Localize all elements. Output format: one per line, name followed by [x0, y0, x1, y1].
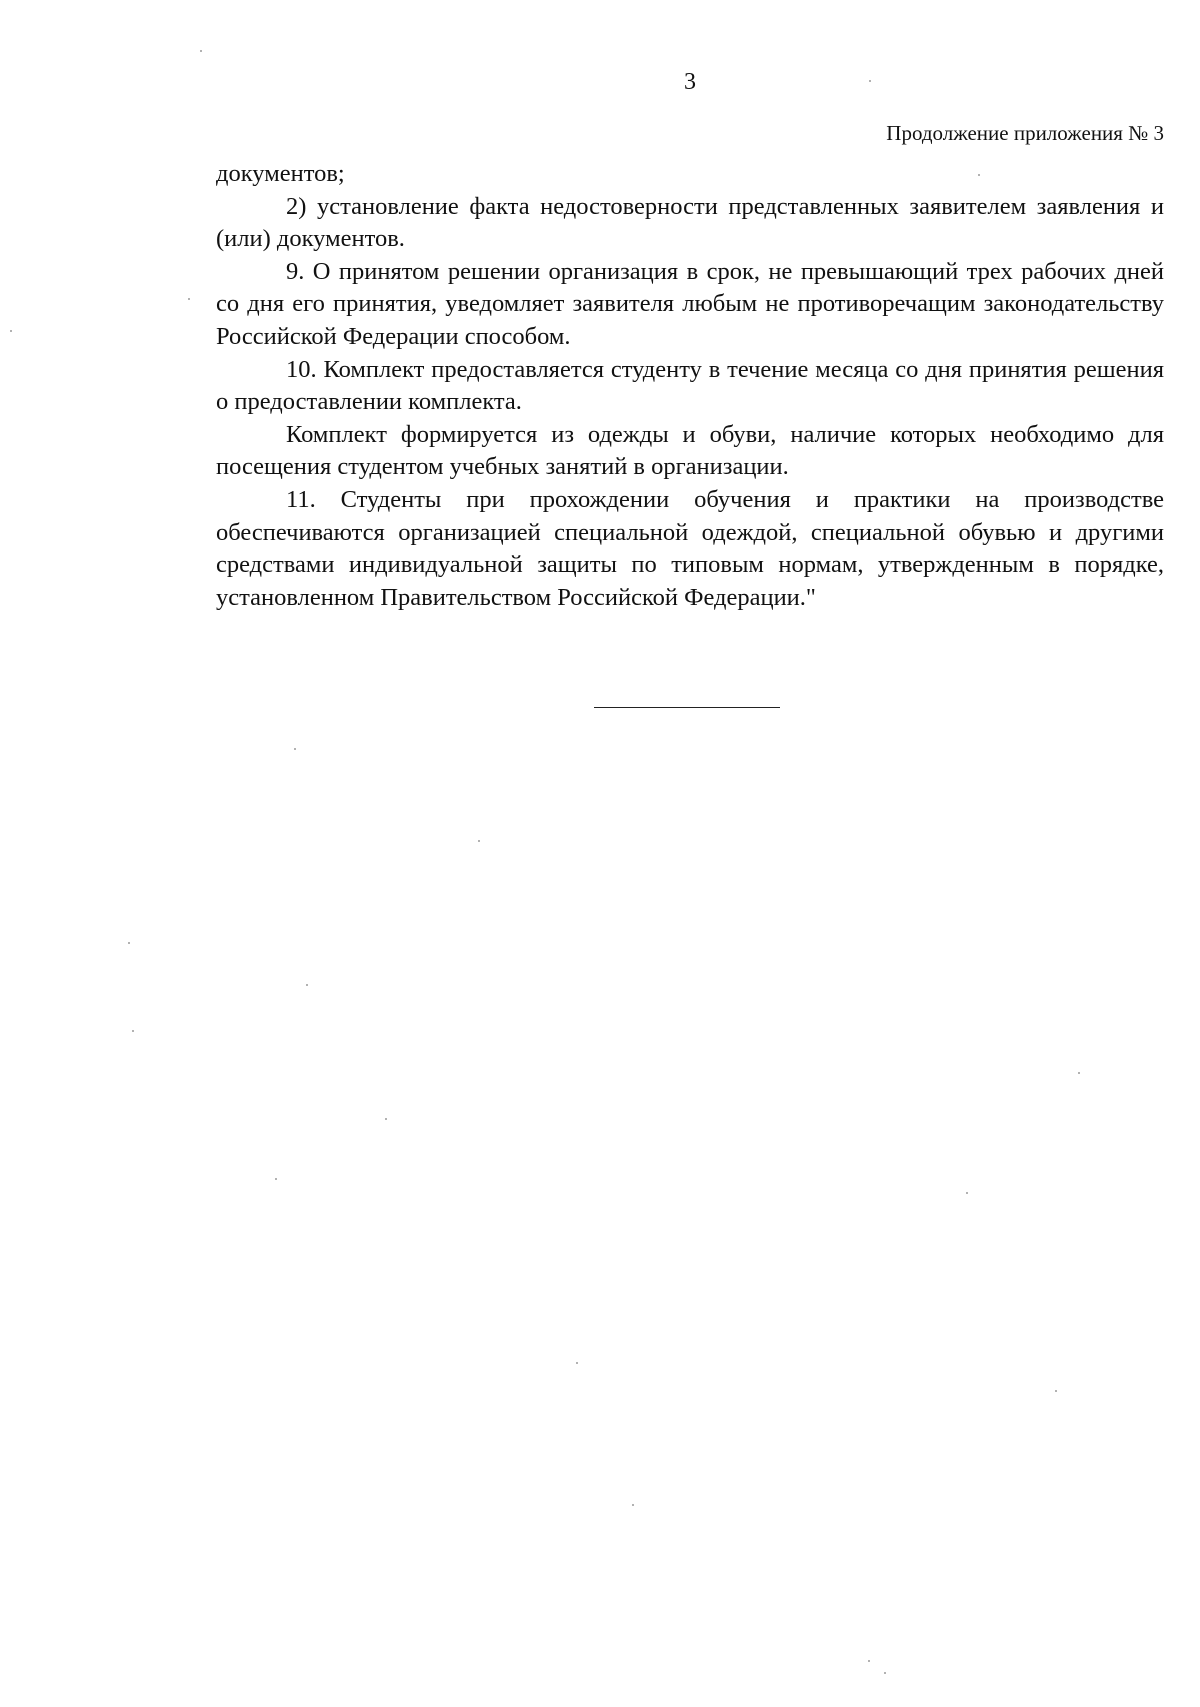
paragraph-item-11: 11. Студенты при прохождении обучения и практики на производстве обеспечиваются организацией специальной одеждой, специальной обувью и другими средствами индивидуальной защиты по типовым нормам, утвержденным в порядке, установленном Правительством Российской Федерации." [216, 485, 1164, 611]
scan-speck [10, 330, 12, 332]
page-number: 3 [684, 69, 696, 95]
scan-speck [128, 942, 130, 944]
scan-speck [978, 174, 980, 176]
scan-speck [868, 1660, 870, 1662]
scan-speck [275, 1178, 277, 1180]
scan-speck [1078, 1072, 1080, 1074]
annex-continuation-note: Продолжение приложения № 3 [886, 121, 1164, 145]
end-of-text-rule [594, 707, 780, 708]
scan-speck [188, 298, 190, 300]
scan-speck [478, 840, 480, 842]
scan-speck [385, 1118, 387, 1120]
scan-speck [576, 1362, 578, 1364]
body-text [216, 158, 1164, 614]
scan-speck [306, 984, 308, 986]
scan-speck [966, 1192, 968, 1194]
scan-speck [869, 80, 871, 82]
scan-speck [132, 1030, 134, 1032]
scan-speck [632, 1504, 634, 1506]
scan-speck [1055, 1390, 1057, 1392]
paragraph-item-10: 10. Комплект предоставляется студенту в течение месяца со дня принятия решения о предоставлении комплекта. [216, 355, 1164, 416]
scan-speck [884, 1672, 886, 1674]
scan-speck [294, 748, 296, 750]
paragraph-item-9: 9. О принятом решении организация в срок, не превышающий трех рабочих дней со дня его принятия, уведомляет заявителя любым не противоречащим законодательству Российской Федерации способом. [216, 257, 1164, 350]
paragraph-documents-end: документов; [216, 160, 345, 187]
paragraph-item-2: 2) установление факта недостоверности представленных заявителем заявления и (или) документов. [216, 192, 1164, 253]
scan-speck [200, 50, 202, 52]
paragraph-kit-contents: Комплект формируется из одежды и обуви, наличие которых необходимо для посещения студентом учебных занятий в организации. [216, 420, 1164, 481]
